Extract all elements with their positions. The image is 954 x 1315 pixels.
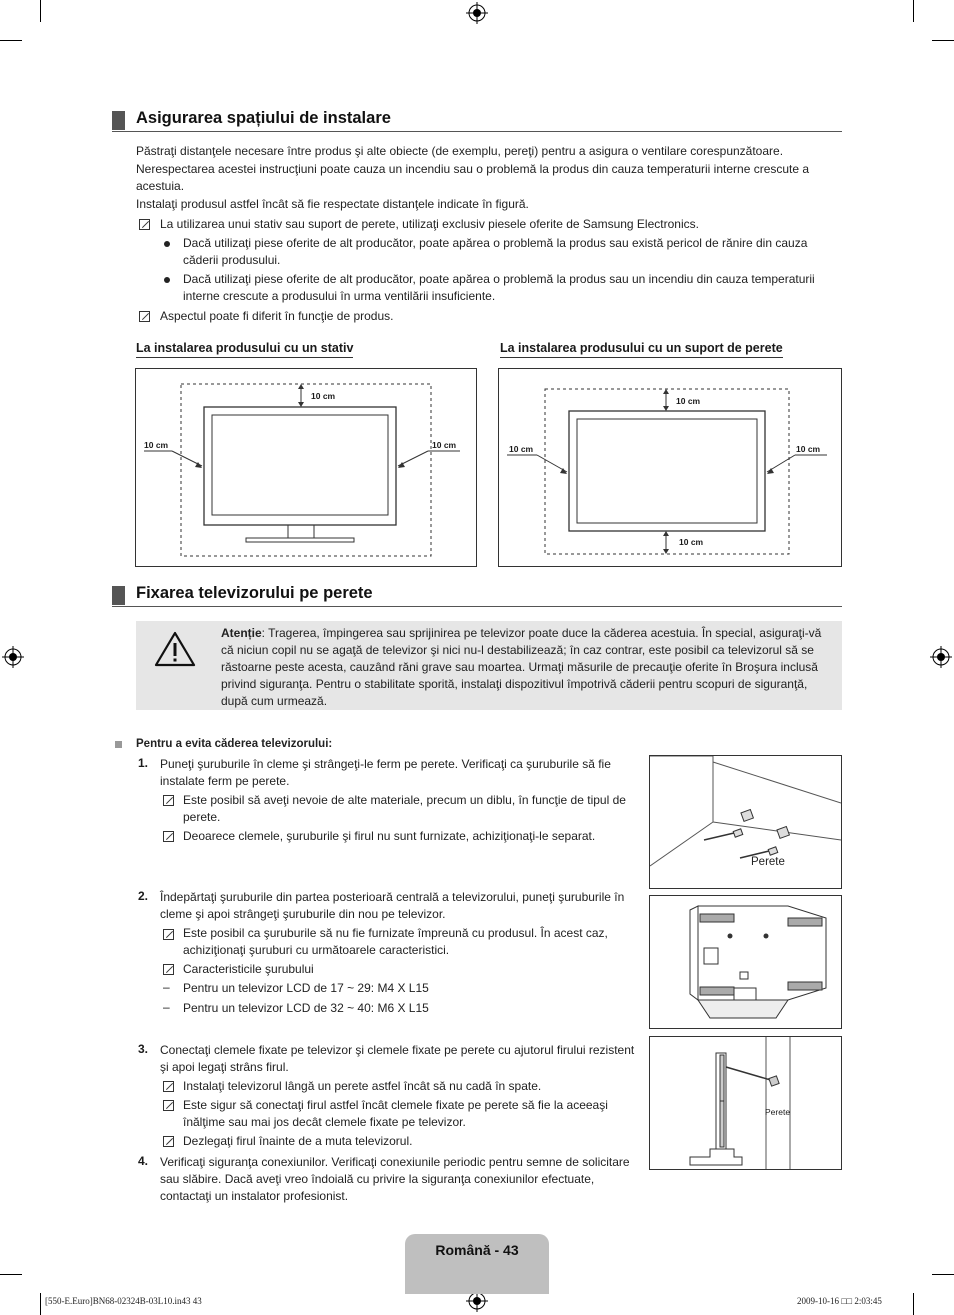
distance-label-right: 10 cm (796, 444, 821, 454)
note-text: Este posibil ca şuruburile să nu fie furnizate împreună cu produsul. În acest caz, achiziţionaţi şuruburi cu următoarele caracteristici. (183, 926, 608, 957)
figure-title-wall: La instalarea produsului cu un suport de perete (500, 341, 783, 358)
heading-bar (112, 586, 125, 605)
distance-label-top: 10 cm (676, 396, 701, 406)
tv-back-figure (649, 895, 842, 1029)
distance-label-top: 10 cm (311, 391, 336, 401)
dash-bullet: – (163, 1000, 170, 1014)
crop-mark (40, 1293, 41, 1315)
crop-mark (932, 1274, 954, 1275)
registration-mark-icon (2, 646, 24, 668)
step-number: 4. (138, 1154, 149, 1168)
wall-label: Perete (751, 856, 785, 868)
wall-label: Perete (765, 1107, 791, 1117)
warning-label: Atenție (221, 626, 262, 640)
tv-side-figure (649, 1036, 842, 1170)
figure-title-stand: La instalarea produsului cu un stativ (136, 341, 353, 358)
step-number: 2. (138, 889, 149, 903)
distance-label-right: 10 cm (432, 440, 457, 450)
spec-text: Pentru un televizor LCD de 17 ~ 29: M4 X L15 (183, 981, 429, 995)
bullet-text: Dacă utilizaţi piese oferite de alt producător, poate apărea o problemă la produs sau există pericol de rănire din cauza căderii produsului. (183, 236, 808, 267)
step-text: Puneţi şuruburile în cleme şi strângeţi-le ferm pe perete. Verificaţi ca şuruburile să fie instalate ferm pe perete. (160, 757, 611, 788)
note-text: Caracteristicile şurubului (183, 962, 314, 976)
step-number: 3. (138, 1042, 149, 1056)
note-icon (163, 929, 174, 940)
note-text: Deoarece clemele, şuruburile şi firul nu sunt furnizate, achiziţionaţi-le separat. (183, 829, 596, 843)
step-text: Îndepărtaţi şuruburile din partea posterioară centrală a televizorului, puneţi şuruburile în cleme şi apoi strângeţi şuruburile din nou pe televizor. (160, 890, 625, 921)
note-icon (163, 795, 174, 806)
paragraph: Instalaţi produsul astfel încât să fie respectate distanţele indicate în figură. (136, 197, 529, 211)
warning-text (221, 625, 833, 710)
square-bullet-icon (115, 741, 122, 748)
note-icon (163, 964, 174, 975)
stand-clearance-drawing (136, 369, 476, 566)
note-text: Dezlegaţi firul înainte de a muta televizorul. (183, 1134, 413, 1148)
note-text: Aspectul poate fi diferit în funcţie de produs. (160, 309, 394, 323)
step-number: 1. (138, 756, 149, 770)
page-number: Română - 43 (435, 1242, 519, 1258)
print-date: 2009-10-16 □□ 2:03:45 (797, 1296, 882, 1306)
wall-clearance-drawing (499, 369, 841, 566)
note-icon (163, 1136, 174, 1147)
note-text: Este posibil să aveţi nevoie de alte materiale, precum un diblu, în funcţie de tipul de perete. (183, 793, 626, 824)
tv-back-drawing (650, 896, 841, 1028)
note-icon (139, 311, 150, 322)
registration-mark-icon (930, 646, 952, 668)
section-heading (112, 584, 842, 607)
wall-clips-figure (649, 755, 842, 889)
warning-triangle-icon (154, 631, 196, 667)
file-info: [550-E.Euro]BN68-02324B-03L10.in43 43 (45, 1296, 202, 1306)
paragraph: Nerespectarea acestei instrucţiuni poate cauza un incendiu sau o problemă la produs din cauza temperaturii interne crescute a acestuia. (136, 162, 810, 193)
dash-bullet: – (163, 980, 170, 994)
section-title: Asigurarea spațiului de instalare (136, 109, 391, 127)
crop-mark (0, 40, 22, 41)
heading-bar (112, 111, 125, 130)
note-icon (163, 1081, 174, 1092)
crop-mark (913, 0, 914, 22)
stand-clearance-figure (135, 368, 477, 567)
warning-box (136, 621, 842, 710)
wall-clearance-figure (498, 368, 842, 567)
note-text: La utilizarea unui stativ sau suport de perete, utilizaţi exclusiv piesele oferite de Samsung Electronics. (160, 217, 699, 231)
distance-label-bottom: 10 cm (679, 537, 704, 547)
wall-clips-drawing (650, 756, 841, 888)
step-text: Conectaţi clemele fixate pe televizor şi clemele fixate pe perete cu ajutorul firului rezistent şi apoi legaţi strâns firul. (160, 1043, 635, 1074)
crop-mark (932, 40, 954, 41)
crop-mark (913, 1293, 914, 1315)
registration-mark-icon (466, 2, 488, 24)
bullet-icon (164, 241, 170, 247)
warning-body: : Tragerea, împingerea sau sprijinirea pe televizor poate duce la căderea acestuia. În special, asiguraţi-vă că niciun copil nu se agaţă de televizor şi nici nu-l destabilizează; în caz contrar, este posibil ca televizorul să se răstoarne peste acesta, cauzând răni grave sau moartea. Urmaţi măsurile de precauţie oferite în Broşura inclusă privind siguranţa. Pentru o stabilitate sporită, instalaţi dispozitivul împotrivă căderii pentru scopuri de siguranţă, după cum urmează. (221, 626, 822, 708)
note-icon (163, 1100, 174, 1111)
distance-label-left: 10 cm (509, 444, 534, 454)
note-icon (163, 831, 174, 842)
bullet-text: Dacă utilizaţi piese oferite de alt producător, poate apărea o problemă la produs sau un incendiu din cauza temperaturii interne crescute a produsului în urma ventilării insuficiente. (183, 272, 815, 303)
note-icon (139, 219, 150, 230)
paragraph: Păstraţi distanţele necesare între produs şi alte obiecte (de exemplu, pereţi) pentru a asigura o ventilare corespunzătoare. (136, 144, 784, 158)
section-title: Fixarea televizorului pe perete (136, 584, 373, 602)
crop-mark (40, 0, 41, 22)
distance-label-left: 10 cm (144, 440, 169, 450)
note-text: Este sigur să conectaţi firul astfel încât clemele fixate pe perete să fie la aceeaşi înălţime sau mai jos decât clemele fixate pe televizor. (183, 1098, 608, 1129)
spec-text: Pentru un televizor LCD de 32 ~ 40: M6 X L15 (183, 1001, 429, 1015)
section-heading (112, 109, 842, 132)
crop-mark (0, 1274, 22, 1275)
page-number-tab (405, 1234, 549, 1294)
step-text: Verificaţi siguranţa conexiunilor. Verificaţi conexiunile periodic pentru semne de solicitare sau slăbire. Dacă aveţi vreo îndoială cu privire la siguranţa conexiunilor efectuate, contactaţi un instalator profesionist. (160, 1155, 630, 1203)
tv-side-drawing (650, 1037, 841, 1169)
bullet-icon (164, 277, 170, 283)
note-text: Instalaţi televizorul lângă un perete astfel încât să nu cadă în spate. (183, 1079, 542, 1093)
subheading: Pentru a evita căderea televizorului: (136, 738, 333, 750)
